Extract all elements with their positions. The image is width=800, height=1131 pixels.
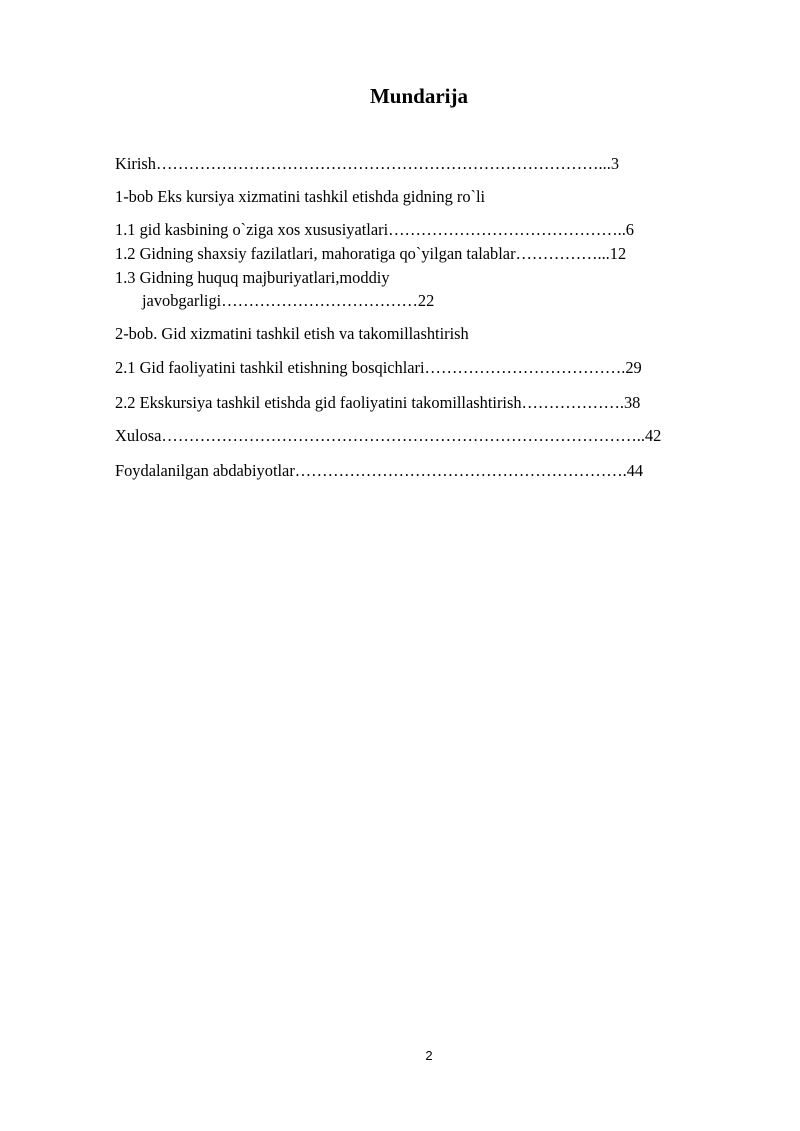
toc-entry-2-2: 2.2 Ekskursiya tashkil etishda gid faoliyatini takomillashtirish……………….38 [115,393,641,412]
toc-entry-1-1: 1.1 gid kasbining o`ziga xos xususiyatlari……………………………………..6 [115,220,635,239]
toc-entry-1-3: 1.3 Gidning huquq majburiyatlari,moddiy [115,268,390,287]
toc-entry-1-2: 1.2 Gidning shaxsiy fazilatlari, mahoratiga qo`yilgan talablar……………...12 [115,244,627,263]
toc-entry-1-3-continued: javobgarligi………………………………22 [142,291,435,310]
page-number: 2 [425,1048,433,1063]
toc-entry-chapter-1: 1-bob Eks kursiya xizmatini tashkil etishda gidning ro`li [115,187,486,206]
toc-entry-xulosa: Xulosa……………………………………………………………………………..42 [115,426,662,445]
toc-entry-kirish: Kirish………………………………………………………………………...3 [115,154,620,173]
toc-entry-chapter-2: 2-bob. Gid xizmatini tashkil etish va takomillashtirish [115,324,469,343]
toc-entry-2-1: 2.1 Gid faoliyatini tashkil etishning bosqichlari……………………………….29 [115,358,642,377]
toc-entry-bibliography: Foydalanilgan abdabiyotlar…………………………………………………….44 [115,461,644,480]
page-title: Mundarija [369,84,468,108]
